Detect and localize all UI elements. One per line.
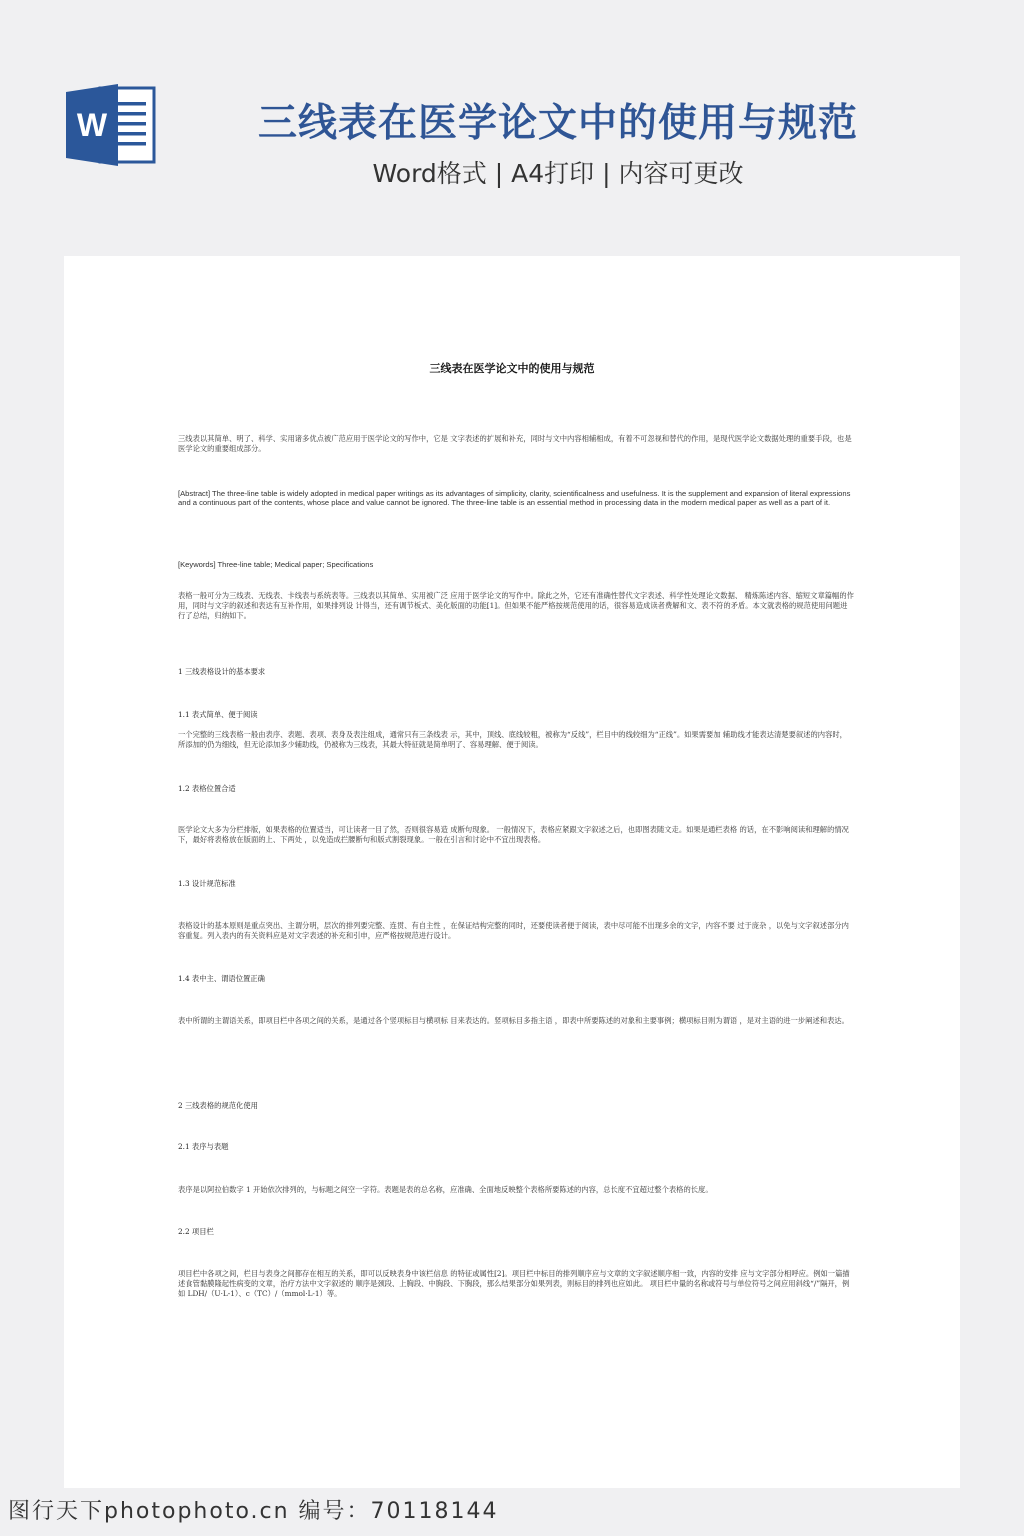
section-1-4-text: 表中所谓的主谓语关系，即项目栏中各项之间的关系，是通过各个竖项标目与横项标 目来表达的。竖项标目多指主语 ，即表中所要陈述的对象和主要事例；横项标目则为谓语 ，是对主语的进一步阐述和表达。 <box>178 1016 849 1025</box>
intro-paragraph: 表格一般可分为三线表、无线表、卡线表与系统表等。三线表以其简单、实用被广泛 应用于医学论文的写作中。除此之外，它还有准确性替代文字表述、科学性处理论文数据、 精炼陈述内容、缩短文章篇幅的作用，同时与文字的叙述和表达有互补作用，如果排列设 计得当，还有调节板式、美化版面的功能[1]。但如果不能严格按规范使用的话，很容易造成读者费解和文、表不符的矛盾。本文就表格的规范使用问题进行了总结，归纳如下。 <box>178 591 854 620</box>
banner-title: 三线表在医学论文中的使用与规范 <box>257 101 858 146</box>
section-2-heading: 2 三线表格的规范化使用 <box>178 1101 258 1110</box>
watermark-text: 图行天下photophoto.cn 编号：70118144 <box>8 1499 499 1524</box>
section-1-2-text: 医学论文大多为分栏排版，如果表格的位置适当，可让读者一目了然，否则很容易造 成断句现象。 一般情况下，表格应紧跟文字叙述之后，也即图表随文走。如果是通栏表格 的话，在不影响阅读和理解的情况下，最好将表格放在版面的上、下两处 ，以免造成拦腰断句和版式割裂现象。一般在引言和讨论中不宜出现表格。 <box>178 825 849 844</box>
section-1-3-text: 表格设计的基本原则是重点突出、主谓分明，层次的排列要完整、连贯、有自主性 ，在保证结构完整的同时，还要使读者便于阅读，表中尽可能不出现多余的文字，内容不要 过于庞杂 ，以免与文字叙述部分内容重复。列入表内的有关资料应是对文字表述的补充和引申，应严格按规范进行设计。 <box>178 921 849 940</box>
keywords: [Keywords] Three-line table; Medical paper; Specifications <box>178 560 374 569</box>
document-title: 三线表在医学论文中的使用与规范 <box>429 362 595 375</box>
section-1-1-text: 一个完整的三线表格一般由表序、表题、表项、表身及表注组成，通常只有三条线表 示，其中，顶线、底线较粗，被称为“反线”，栏目中的线较细为“正线”。如果需要加 辅助线才能表达清楚要叙述的内容时，所添加的仍为细线，但无论添加多少辅助线，仍被称为三线表，其最大特征就是简单明了、容易理解、便于阅读。 <box>178 730 847 749</box>
word-document-icon <box>66 82 158 168</box>
section-2-2-heading: 2.2 项目栏 <box>178 1227 214 1236</box>
section-2-2-text: 项目栏中各项之间，栏目与表身之间都存在相互的关系，即可以反映表身中该栏信息 的特征或属性[2]。项目栏中标目的排列顺序应与文章的文字叙述顺序相一致，内容的安排 应与文字部分相呼应。例如一篇描述食管黏膜隆起性病变的文章，治疗方法中文字叙述的 顺序是颈段、上胸段、中胸段、下胸段，那么结果部分如果列表，则标目的排列也应如此。 项目栏中量的名称或符号与单位符号之间应用斜线“/”隔开，例如 LDH/（U·L-1）、c（TC）/（mmol·L-1）等。 <box>178 1269 850 1298</box>
banner-subtitle: Word格式 | A4打印 | 内容可更改 <box>372 159 744 188</box>
section-1-1-heading: 1.1 表式简单、便于阅读 <box>178 710 258 719</box>
header-banner <box>0 0 1024 255</box>
document-page <box>64 256 960 1488</box>
section-1-4-heading: 1.4 表中主、谓语位置正确 <box>178 974 265 983</box>
abstract-cn: 三线表以其简单、明了、科学、实用诸多优点被广范应用于医学论文的写作中，它是 文字表述的扩展和补充，同时与文中内容相辅相成，有着不可忽视和替代的作用，是现代医学论文数据处理的重要手段，也是医学论文的重要组成部分。 <box>178 434 852 453</box>
abstract-en: [Abstract] The three-line table is widely adopted in medical paper writings as its advantages of simplicity, clarity, scientificalness and usefulness. It is the supplement and expansion of literal expressions and a continuous part of the contents, whose place and value cannot be ignored. The three-line table is an essential method in processing data in the modern medical paper as well as a part of it. <box>178 489 851 507</box>
word-icon-letter: W <box>76 107 108 143</box>
section-2-1-text: 表序是以阿拉伯数字 1 开始依次排列的，与标题之间空一字符。表题是表的总名称，应准确、全面地反映整个表格所要陈述的内容，总长度不宜超过整个表格的长度。 <box>178 1185 713 1194</box>
section-2-1-heading: 2.1 表序与表题 <box>178 1142 229 1151</box>
section-1-2-heading: 1.2 表格位置合适 <box>178 784 236 793</box>
section-1-3-heading: 1.3 设计规范标准 <box>178 879 236 888</box>
section-1-heading: 1 三线表格设计的基本要求 <box>178 667 266 676</box>
